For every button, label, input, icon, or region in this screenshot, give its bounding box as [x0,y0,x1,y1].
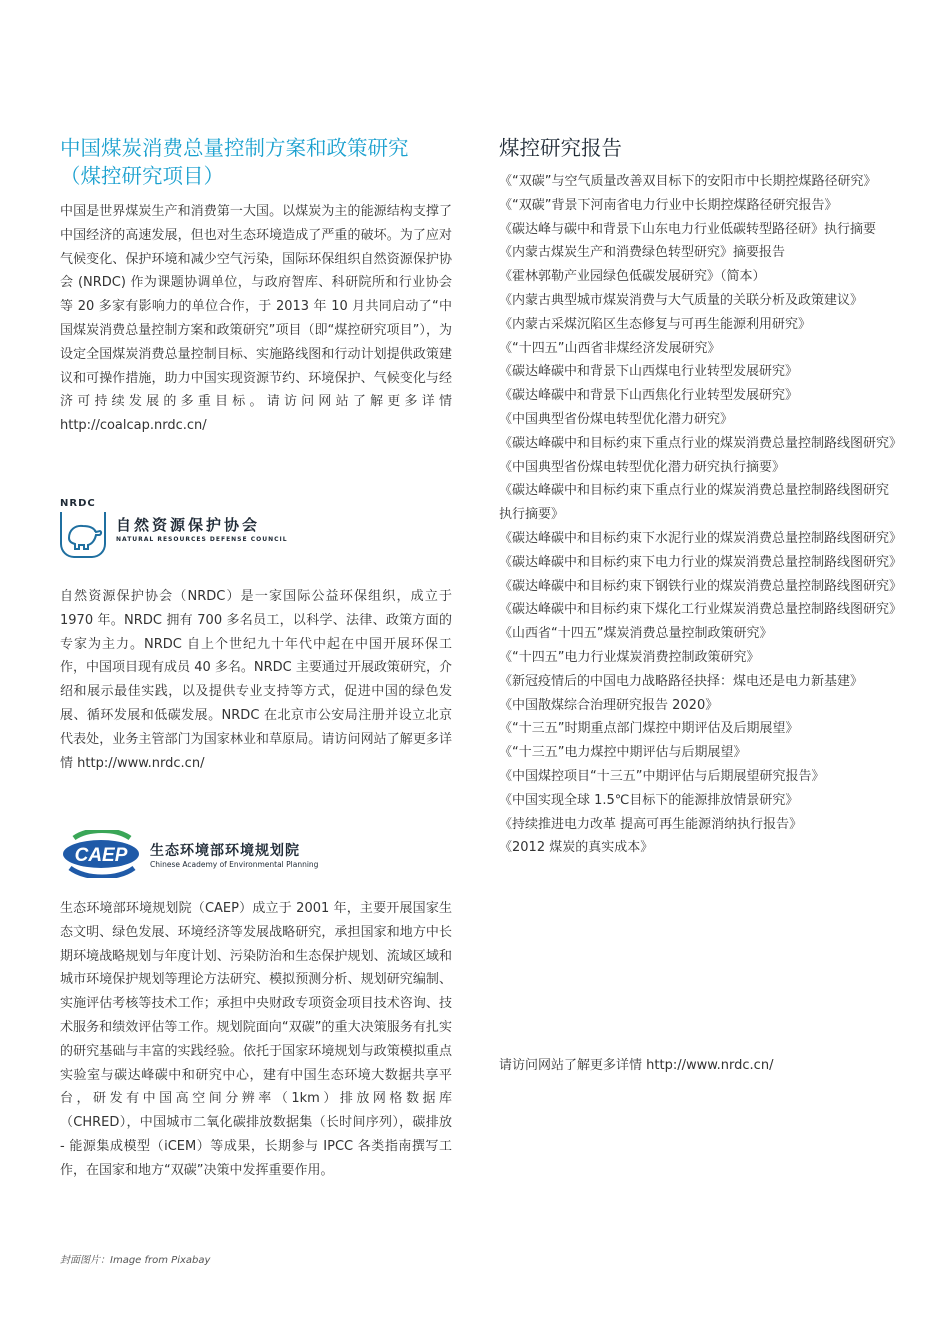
nrdc-description: 自然资源保护协会（NRDC）是一家国际公益环保组织，成立于 1970 年。NRDC 拥有 700 多名员工，以科学、法律、政策方面的专家为主力。NRDC 自上个世纪九十年代中起在中国开展环保工作，中国项目现有成员 40 多名。NRDC 主要通过开展政策研究，介绍和展示最佳实践，以及提供专业支持等方式，促进中国的绿色发展、循环发展和低碳发展。NRDC 在北京市公安局注册并设立北京代表处，业务主管部门为国家林业和草原局。请访问网站了解更多详情 http://www.nrdc.cn/ [60,589,452,771]
nrdc-logo-wordmark: NRDC [60,498,96,509]
nrdc-logo-en: NATURAL RESOURCES DEFENSE COUNCIL [116,536,288,543]
report-item: 《“十三五”时期重点部门煤控中期评估及后期展望》 [499,721,799,737]
report-item: 《2012 煤炭的真实成本》 [499,840,654,856]
project-title-line2: （煤控研究项目） [60,164,224,188]
report-item: 《碳达峰碳中和目标约束下水泥行业的煤炭消费总量控制路线图研究》 [499,530,903,546]
caep-logo-en: Chinese Academy of Environmental Planning [150,860,319,869]
report-item: 《中国典型省份煤电转型优化潜力研究执行摘要》 [499,459,786,475]
report-item: 《“双碳”背景下河南省电力行业中长期控煤路径研究报告》 [499,197,838,213]
project-description: 中国是世界煤炭生产和消费第一大国。以煤炭为主的能源结构支撑了中国经济的高速发展，但也对生态环境造成了严重的破坏。为了应对气候变化、保护环境和减少空气污染，国际环保组织自然资源保护协会 (NRDC) 作为课题协调单位，与政府智库、科研院所和行业协会等 20 多家有影响力的单位合作，于 2013 年 10 月共同启动了“中国煤炭消费总量控制方案和政策研究”项目（即“煤控研究项目”），为设定全国煤炭消费总量控制目标、实施路线图和行动计划提供政策建议和可操作措施，助力中国实现资源节约、环境保护、气候变化与经济可持续发展的多重目标。请访问网站了解更多详情 http://coalcap.nrdc.cn/ [60,204,452,434]
report-item: 《内蒙古煤炭生产和消费绿色转型研究》摘要报告 [499,245,786,261]
report-item: 《中国煤控项目“十三五”中期评估与后期展望研究报告》 [499,768,825,784]
nrdc-logo [60,498,300,562]
report-item: 《碳达峰碳中和目标约束下钢铁行业的煤炭消费总量控制路线图研究》 [499,578,903,594]
reports-more-info[interactable]: 请访问网站了解更多详情 http://www.nrdc.cn/ [499,1058,774,1073]
caep-description: 生态环境部环境规划院（CAEP）成立于 2001 年，主要开展国家生态文明、绿色发展、环境经济等发展战略研究，承担国家和地方中长期环境战略规划与年度计划、污染防治和生态保护规划、流域区域和城市环境保护规划等理论方法研究、模拟预测分析、规划研究编制、实施评估考核等技术工作；承担中央财政专项资金项目技术咨询、技术服务和绩效评估等工作。规划院面向“双碳”的重大决策服务有扎实的研究基础与丰富的实践经验。依托于国家环境规划与政策模拟重点实验室与碳达峰碳中和研究中心，建有中国生态环境大数据共享平台，研发有中国高空间分辨率（1km）排放网格数据库（CHRED），中国城市二氧化碳排放数据集（长时间序列），碳排放 - 能源集成模型（iCEM）等成果，长期参与 IPCC 各类指南撰写工作，在国家和地方“双碳”决策中发挥重要作用。 [60,901,452,1178]
polar-bear-icon [60,512,106,558]
report-item: 《碳达峰碳中和目标约束下电力行业的煤炭消费总量控制路线图研究》 [499,554,903,570]
report-item: 《碳达峰与碳中和背景下山东电力行业低碳转型路径研》执行摘要 [499,221,877,237]
caep-logo [60,830,330,880]
report-item: 《中国散煤综合治理研究报告 2020》 [499,697,719,713]
report-item: 《霍林郭勒产业园绿色低碳发展研究》（简本） [499,269,766,285]
caep-emblem-icon [60,830,142,878]
caep-logo-cn: 生态环境部环境规划院 [150,843,300,859]
report-item: 《碳达峰碳中和目标约束下重点行业的煤炭消费总量控制路线图研究》 [499,435,903,451]
cover-image-credit: 封面图片：Image from Pixabay [60,1255,211,1266]
report-item: 《内蒙古采煤沉陷区生态修复与可再生能源利用研究》 [499,316,812,332]
report-item: 《“十三五”电力煤控中期评估与后期展望》 [499,745,747,761]
report-item: 《山西省“十四五”煤炭消费总量控制政策研究》 [499,626,773,642]
report-item: 《中国典型省份煤电转型优化潜力研究》 [499,411,734,427]
nrdc-logo-cn: 自然资源保护协会 [116,516,261,534]
report-item: 《持续推进电力改革 提高可再生能源消纳执行报告》 [499,816,803,832]
report-item: 《“十四五”山西省非煤经济发展研究》 [499,340,721,356]
report-item: 《内蒙古典型城市煤炭消费与大气质量的关联分析及政策建议》 [499,292,864,308]
report-item: 《碳达峰碳中和目标约束下重点行业的煤炭消费总量控制路线图研究执行摘要》 [499,483,890,523]
report-item: 《碳达峰碳中和目标约束下煤化工行业煤炭消费总量控制路线图研究》 [499,602,903,618]
project-title [60,134,409,190]
report-item: 《碳达峰碳中和背景下山西煤电行业转型发展研究》 [499,364,799,380]
report-item: 《中国实现全球 1.5℃目标下的能源排放情景研究》 [499,792,799,808]
caep-emblem-text: CAEP [74,845,128,866]
report-item: 《新冠疫情后的中国电力战略路径抉择：煤电还是电力新基建》 [499,673,864,689]
report-item: 《碳达峰碳中和背景下山西焦化行业转型发展研究》 [499,388,799,404]
reports-title: 煤控研究报告 [499,136,622,160]
report-item: 《“双碳”与空气质量改善双目标下的安阳市中长期控煤路径研究》 [499,174,877,189]
project-title-line1: 中国煤炭消费总量控制方案和政策研究 [60,136,409,160]
report-item: 《“十四五”电力行业煤炭消费控制政策研究》 [499,649,760,665]
report-list [499,170,903,860]
